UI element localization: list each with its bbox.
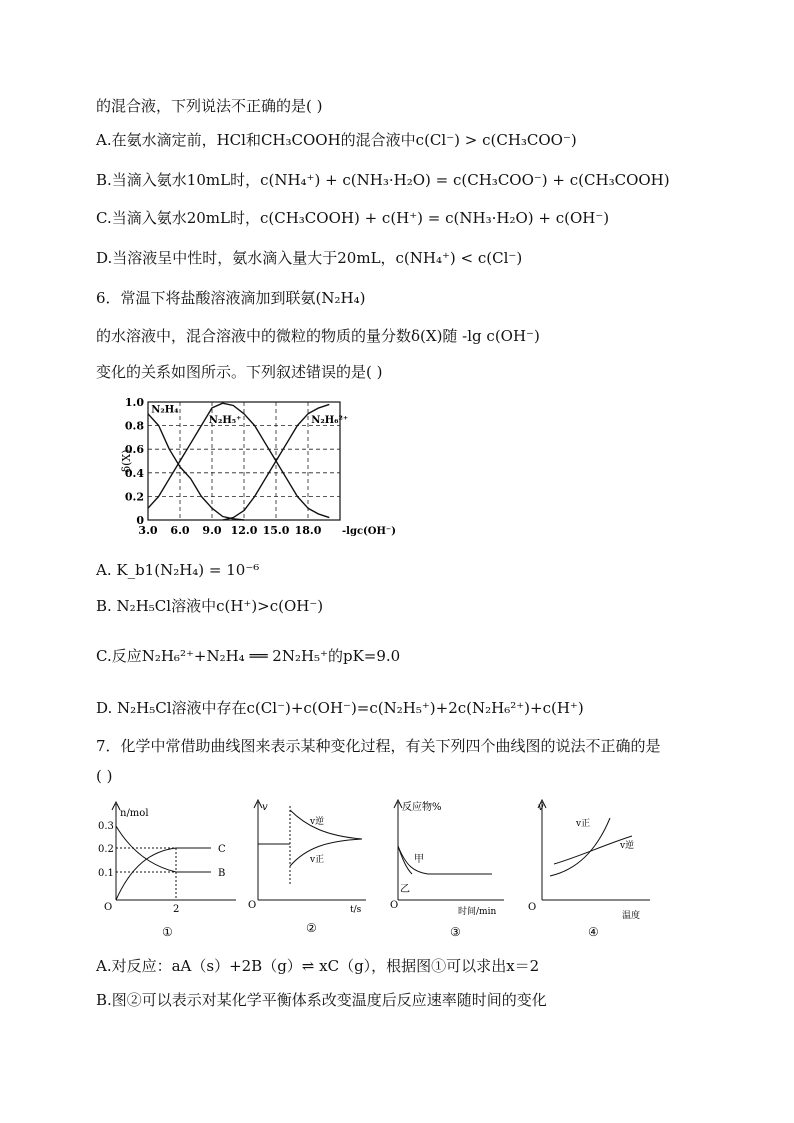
q6-delta-chart — [118, 392, 398, 544]
fig1-xtick-2: 2 — [173, 904, 180, 915]
q6-ytick-label-1: 0.2 — [124, 490, 144, 504]
fig1-ytick-02: 0.2 — [98, 844, 114, 855]
fig1-number: ① — [162, 925, 173, 939]
fig2-curve-vrev — [290, 810, 362, 839]
fig2-label-vfwd: v正 — [310, 855, 325, 865]
q7-option-b: B.图②可以表示对某化学平衡体系改变温度后反应速率随时间的变化 — [96, 991, 547, 1009]
q7-option-a: A.对反应：aA（s）+2B（g）⇌ xC（g），根据图①可以求出x＝2 — [96, 957, 540, 975]
q7-stem-line-2: ( ) — [96, 767, 113, 785]
fig2-label-vrev: v逆 — [310, 817, 325, 827]
q6-series-label-2: N₂H₆²⁺ — [311, 415, 349, 427]
q6-xlabel: -lgc(OH⁻) — [342, 526, 396, 537]
fig3-origin: O — [390, 900, 399, 911]
q6-option-d: D. N₂H₅Cl溶液中存在c(Cl⁻)+c(OH⁻)=c(N₂H₅⁺)+2c(N₂H₆²⁺)+c(H⁺) — [96, 699, 584, 717]
fig2-curve-vfwd — [290, 839, 362, 866]
q6-xtick-label-3: 12.0 — [230, 524, 258, 537]
q6-stem-line-1: 6．常温下将盐酸溶液滴加到联氨(N₂H₄) — [96, 289, 366, 307]
fig1-origin: O — [104, 902, 113, 913]
q7-figure-2 — [246, 796, 376, 942]
fig2-xlabel: t/s — [350, 905, 362, 915]
q6-xtick-label-0: 3.0 — [138, 524, 158, 537]
q7-stem-line-1: 7．化学中常借助曲线图来表示某种变化过程，有关下列四个曲线图的说法不正确的是 — [96, 737, 661, 755]
fig4-number: ④ — [588, 925, 599, 939]
q5-option-d: D.当溶液呈中性时，氨水滴入量大于20mL，c(NH₄⁺) < c(Cl⁻) — [96, 249, 523, 267]
q6-xtick-label-1: 6.0 — [170, 524, 190, 537]
q5-stem-tail: 的混合液，下列说法不正确的是( ) — [96, 97, 323, 115]
fig3-curve-jia — [398, 846, 492, 874]
q6-xtick-label-2: 9.0 — [202, 524, 222, 537]
fig4-origin: O — [528, 902, 537, 913]
fig2-origin: O — [248, 900, 257, 911]
q6-option-b: B. N₂H₅Cl溶液中c(H⁺)>c(OH⁻) — [96, 597, 324, 615]
q7-figure-1 — [96, 796, 246, 942]
q6-ytick-label-4: 0.8 — [124, 419, 144, 433]
fig3-label-jia: 甲 — [414, 854, 424, 865]
q5-option-b: B.当滴入氨水10mL时，c(NH₄⁺) + c(NH₃·H₂O) = c(CH₃COO⁻) + c(CH₃COOH) — [96, 171, 670, 189]
fig3-label-yi: 乙 — [400, 884, 410, 895]
fig2-ylabel: v — [262, 802, 268, 813]
q6-series-label-0: N₂H₄ — [151, 404, 179, 416]
fig4-label-vrev: v逆 — [620, 841, 635, 851]
q6-ytick-label-5: 1.0 — [124, 396, 144, 409]
q6-ytick-label-2: 0.4 — [124, 466, 144, 480]
fig1-ytick-01: 0.1 — [98, 868, 114, 879]
q6-option-a: A. K_b1(N₂H₄) = 10⁻⁶ — [96, 561, 260, 579]
fig1-curve-c — [116, 848, 211, 900]
q6-stem-line-3: 变化的关系如图所示。下列叙述错误的是( ) — [96, 363, 383, 381]
q6-xtick-label-5: 18.0 — [294, 524, 322, 537]
q6-xtick-label-4: 15.0 — [262, 524, 290, 537]
q7-figure-3 — [388, 796, 512, 942]
fig1-curve-b — [116, 826, 211, 872]
q6-option-c: C.反应N₂H₆²⁺+N₂H₄ ══ 2N₂H₅⁺的pK=9.0 — [96, 647, 401, 665]
q6-ytick-label-0: 0 — [136, 514, 144, 527]
q6-series-line-0 — [148, 414, 244, 520]
q6-ylabel: δ(X) — [120, 449, 133, 473]
fig3-number: ③ — [450, 925, 461, 939]
fig3-xlabel: 时间/min — [458, 907, 497, 917]
fig4-ylabel: v — [538, 802, 544, 813]
fig1-label-c: C — [218, 844, 226, 855]
q6-ytick-label-3: 0.6 — [124, 443, 144, 457]
q5-option-a: A.在氨水滴定前，HCl和CH₃COOH的混合液中c(Cl⁻) > c(CH₃COO⁻) — [96, 131, 577, 149]
fig1-label-b: B — [218, 868, 226, 879]
fig2-number: ② — [306, 921, 317, 935]
q6-series-label-1: N₂H₅⁺ — [208, 415, 242, 427]
q6-stem-line-2: 的水溶液中，混合溶液中的微粒的物质的量分数δ(X)随 -lg c(OH⁻) — [96, 327, 540, 345]
q7-figure-4 — [526, 796, 662, 942]
fig4-label-vfwd: v正 — [576, 819, 591, 829]
fig3-ylabel: 反应物% — [402, 802, 442, 813]
q5-option-c: C.当滴入氨水20mL时，c(CH₃COOH) + c(H⁺) = c(NH₃·H₂O) + c(OH⁻) — [96, 209, 610, 227]
fig1-ylabel: n/mol — [120, 808, 149, 819]
fig1-ytick-03: 0.3 — [98, 821, 114, 832]
fig4-xlabel: 温度 — [622, 911, 641, 921]
